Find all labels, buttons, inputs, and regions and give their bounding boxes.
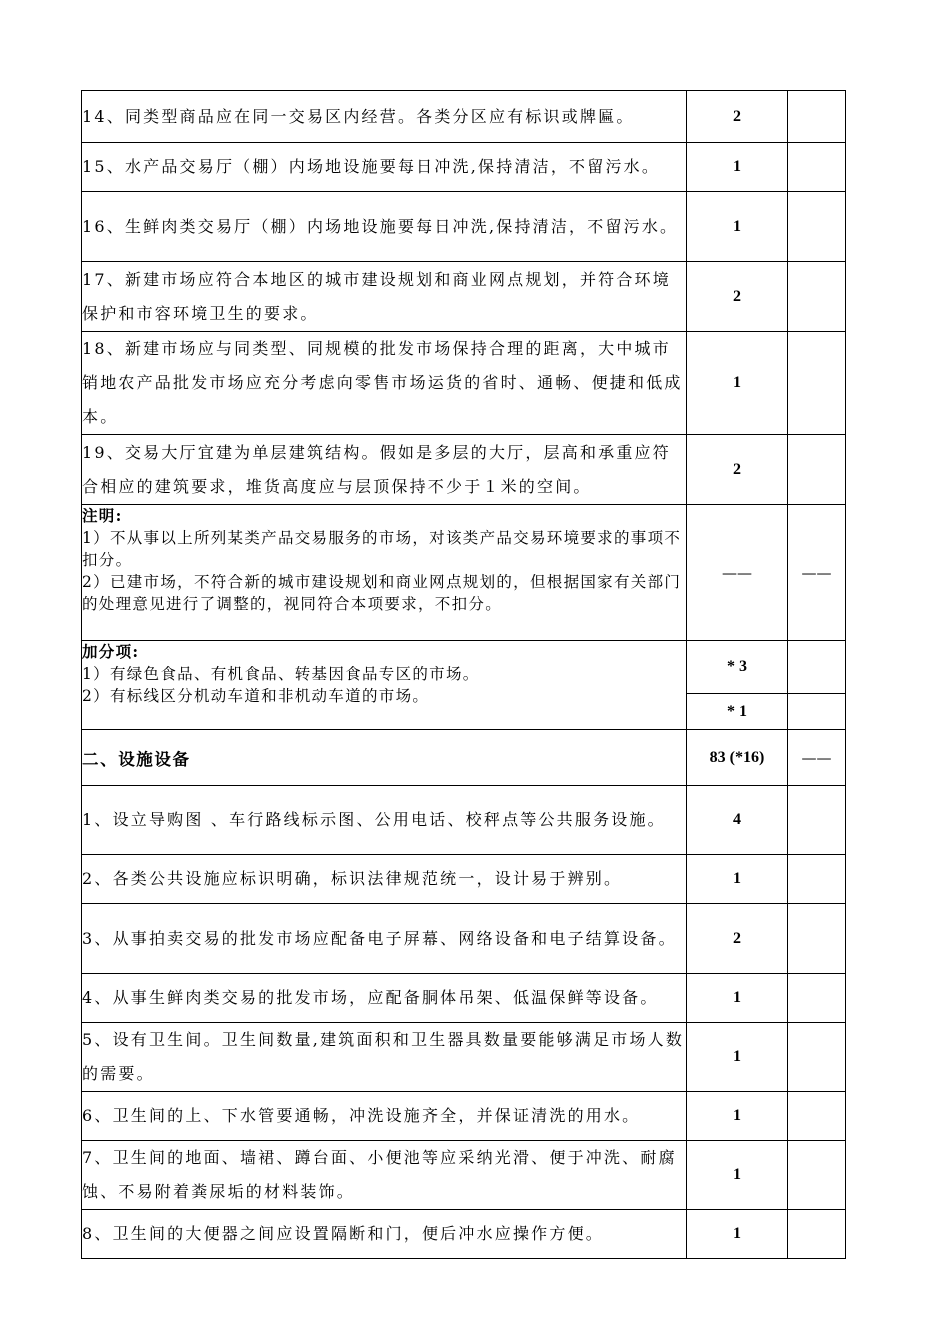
table-row <box>82 435 846 505</box>
item-text: 3、从事拍卖交易的批发市场应配备电子屏幕、网络设备和电子结算设备。 <box>82 904 687 974</box>
bonus-score: * 1 <box>687 694 788 730</box>
deduction-cell <box>788 974 846 1023</box>
item-text: 15、水产品交易厅（棚）内场地设施要每日冲洗,保持清洁，不留污水。 <box>82 143 687 192</box>
deduction-cell <box>788 1210 846 1259</box>
item-score: 2 <box>687 904 788 974</box>
deduction-cell <box>788 143 846 192</box>
item-text: 19、交易大厅宜建为单层建筑结构。假如是多层的大厅，层高和承重应符合相应的建筑要求，堆货高度应与层顶保持不少于１米的空间。 <box>82 435 687 505</box>
deduction-cell <box>788 786 846 855</box>
item-text: 2、各类公共设施应标识明确，标识法律规范统一，设计易于辨别。 <box>82 855 687 904</box>
item-score: 1 <box>687 192 788 262</box>
deduction-cell <box>788 1141 846 1210</box>
bonus-title: 加分项: <box>82 642 140 661</box>
note-score: —— <box>687 505 788 641</box>
section-row <box>82 730 846 786</box>
item-score: 1 <box>687 1141 788 1210</box>
table-row <box>82 143 846 192</box>
deduction-cell <box>788 262 846 332</box>
table-row <box>82 262 846 332</box>
note-extra: —— <box>788 505 846 641</box>
item-text: 8、卫生间的大便器之间应设置隔断和门，便后冲水应操作方便。 <box>82 1210 687 1259</box>
deduction-cell <box>788 332 846 435</box>
item-score: 1 <box>687 1023 788 1092</box>
deduction-cell <box>788 435 846 505</box>
bonus-block <box>82 641 687 730</box>
item-score: 2 <box>687 262 788 332</box>
bonus-line: 2）有标线区分机动车道和非机动车道的市场。 <box>82 687 430 705</box>
note-line: 1）不从事以上所列某类产品交易服务的市场，对该类产品交易环境要求的事项不扣分。 <box>82 529 682 569</box>
table-row <box>82 786 846 855</box>
scoring-table <box>81 90 846 1259</box>
note-line: 2）已建市场，不符合新的城市建设规划和商业网点规划的，但根据国家有关部门的处理意见进行了调整的，视同符合本项要求，不扣分。 <box>82 573 682 613</box>
table-row <box>82 1092 846 1141</box>
item-text: 5、设有卫生间。卫生间数量,建筑面积和卫生器具数量要能够满足市场人数的需要。 <box>82 1023 687 1092</box>
deduction-cell <box>788 1092 846 1141</box>
item-score: 4 <box>687 786 788 855</box>
section-title: 二、设施设备 <box>82 730 687 786</box>
table-row <box>82 192 846 262</box>
deduction-cell <box>788 91 846 143</box>
deduction-cell <box>788 1023 846 1092</box>
section-score: 83 (*16) <box>687 730 788 786</box>
item-score: 1 <box>687 1210 788 1259</box>
item-text: 4、从事生鲜肉类交易的批发市场，应配备胴体吊架、低温保鲜等设备。 <box>82 974 687 1023</box>
deduction-cell <box>788 904 846 974</box>
item-score: 1 <box>687 1092 788 1141</box>
item-text: 6、卫生间的上、下水管要通畅，冲洗设施齐全，并保证清洗的用水。 <box>82 1092 687 1141</box>
deduction-cell <box>788 192 846 262</box>
bonus-score: * 3 <box>687 641 788 694</box>
item-text: 14、同类型商品应在同一交易区内经营。各类分区应有标识或牌匾。 <box>82 91 687 143</box>
item-score: 2 <box>687 435 788 505</box>
table-row <box>82 1210 846 1259</box>
table-row <box>82 91 846 143</box>
item-text: 7、卫生间的地面、墙裙、蹲台面、小便池等应采纳光滑、便于冲洗、耐腐蚀、不易附着粪尿垢的材料装饰。 <box>82 1141 687 1210</box>
bonus-line: 1）有绿色食品、有机食品、转基因食品专区的市场。 <box>82 665 480 683</box>
table-row <box>82 1023 846 1092</box>
item-score: 1 <box>687 974 788 1023</box>
item-score: 1 <box>687 332 788 435</box>
deduction-cell <box>788 694 846 730</box>
item-text: 1、设立导购图 、车行路线标示图、公用电话、校秤点等公共服务设施。 <box>82 786 687 855</box>
item-text: 16、生鲜肉类交易厅（棚）内场地设施要每日冲洗,保持清洁，不留污水。 <box>82 192 687 262</box>
table-row <box>82 974 846 1023</box>
deduction-cell <box>788 641 846 694</box>
table-row <box>82 1141 846 1210</box>
item-score: 2 <box>687 91 788 143</box>
item-text: 18、新建市场应与同类型、同规模的批发市场保持合理的距离，大中城市销地农产品批发市场应充分考虑向零售市场运货的省时、通畅、便捷和低成本。 <box>82 332 687 435</box>
table-row <box>82 332 846 435</box>
item-score: 1 <box>687 855 788 904</box>
note-title: 注明: <box>82 506 123 525</box>
section-extra: —— <box>788 730 846 786</box>
bonus-row <box>82 641 846 694</box>
note-row <box>82 505 846 641</box>
table-row <box>82 855 846 904</box>
note-block <box>82 505 687 641</box>
table-row <box>82 904 846 974</box>
deduction-cell <box>788 855 846 904</box>
item-text: 17、新建市场应符合本地区的城市建设规划和商业网点规划，并符合环境保护和市容环境卫生的要求。 <box>82 262 687 332</box>
item-score: 1 <box>687 143 788 192</box>
